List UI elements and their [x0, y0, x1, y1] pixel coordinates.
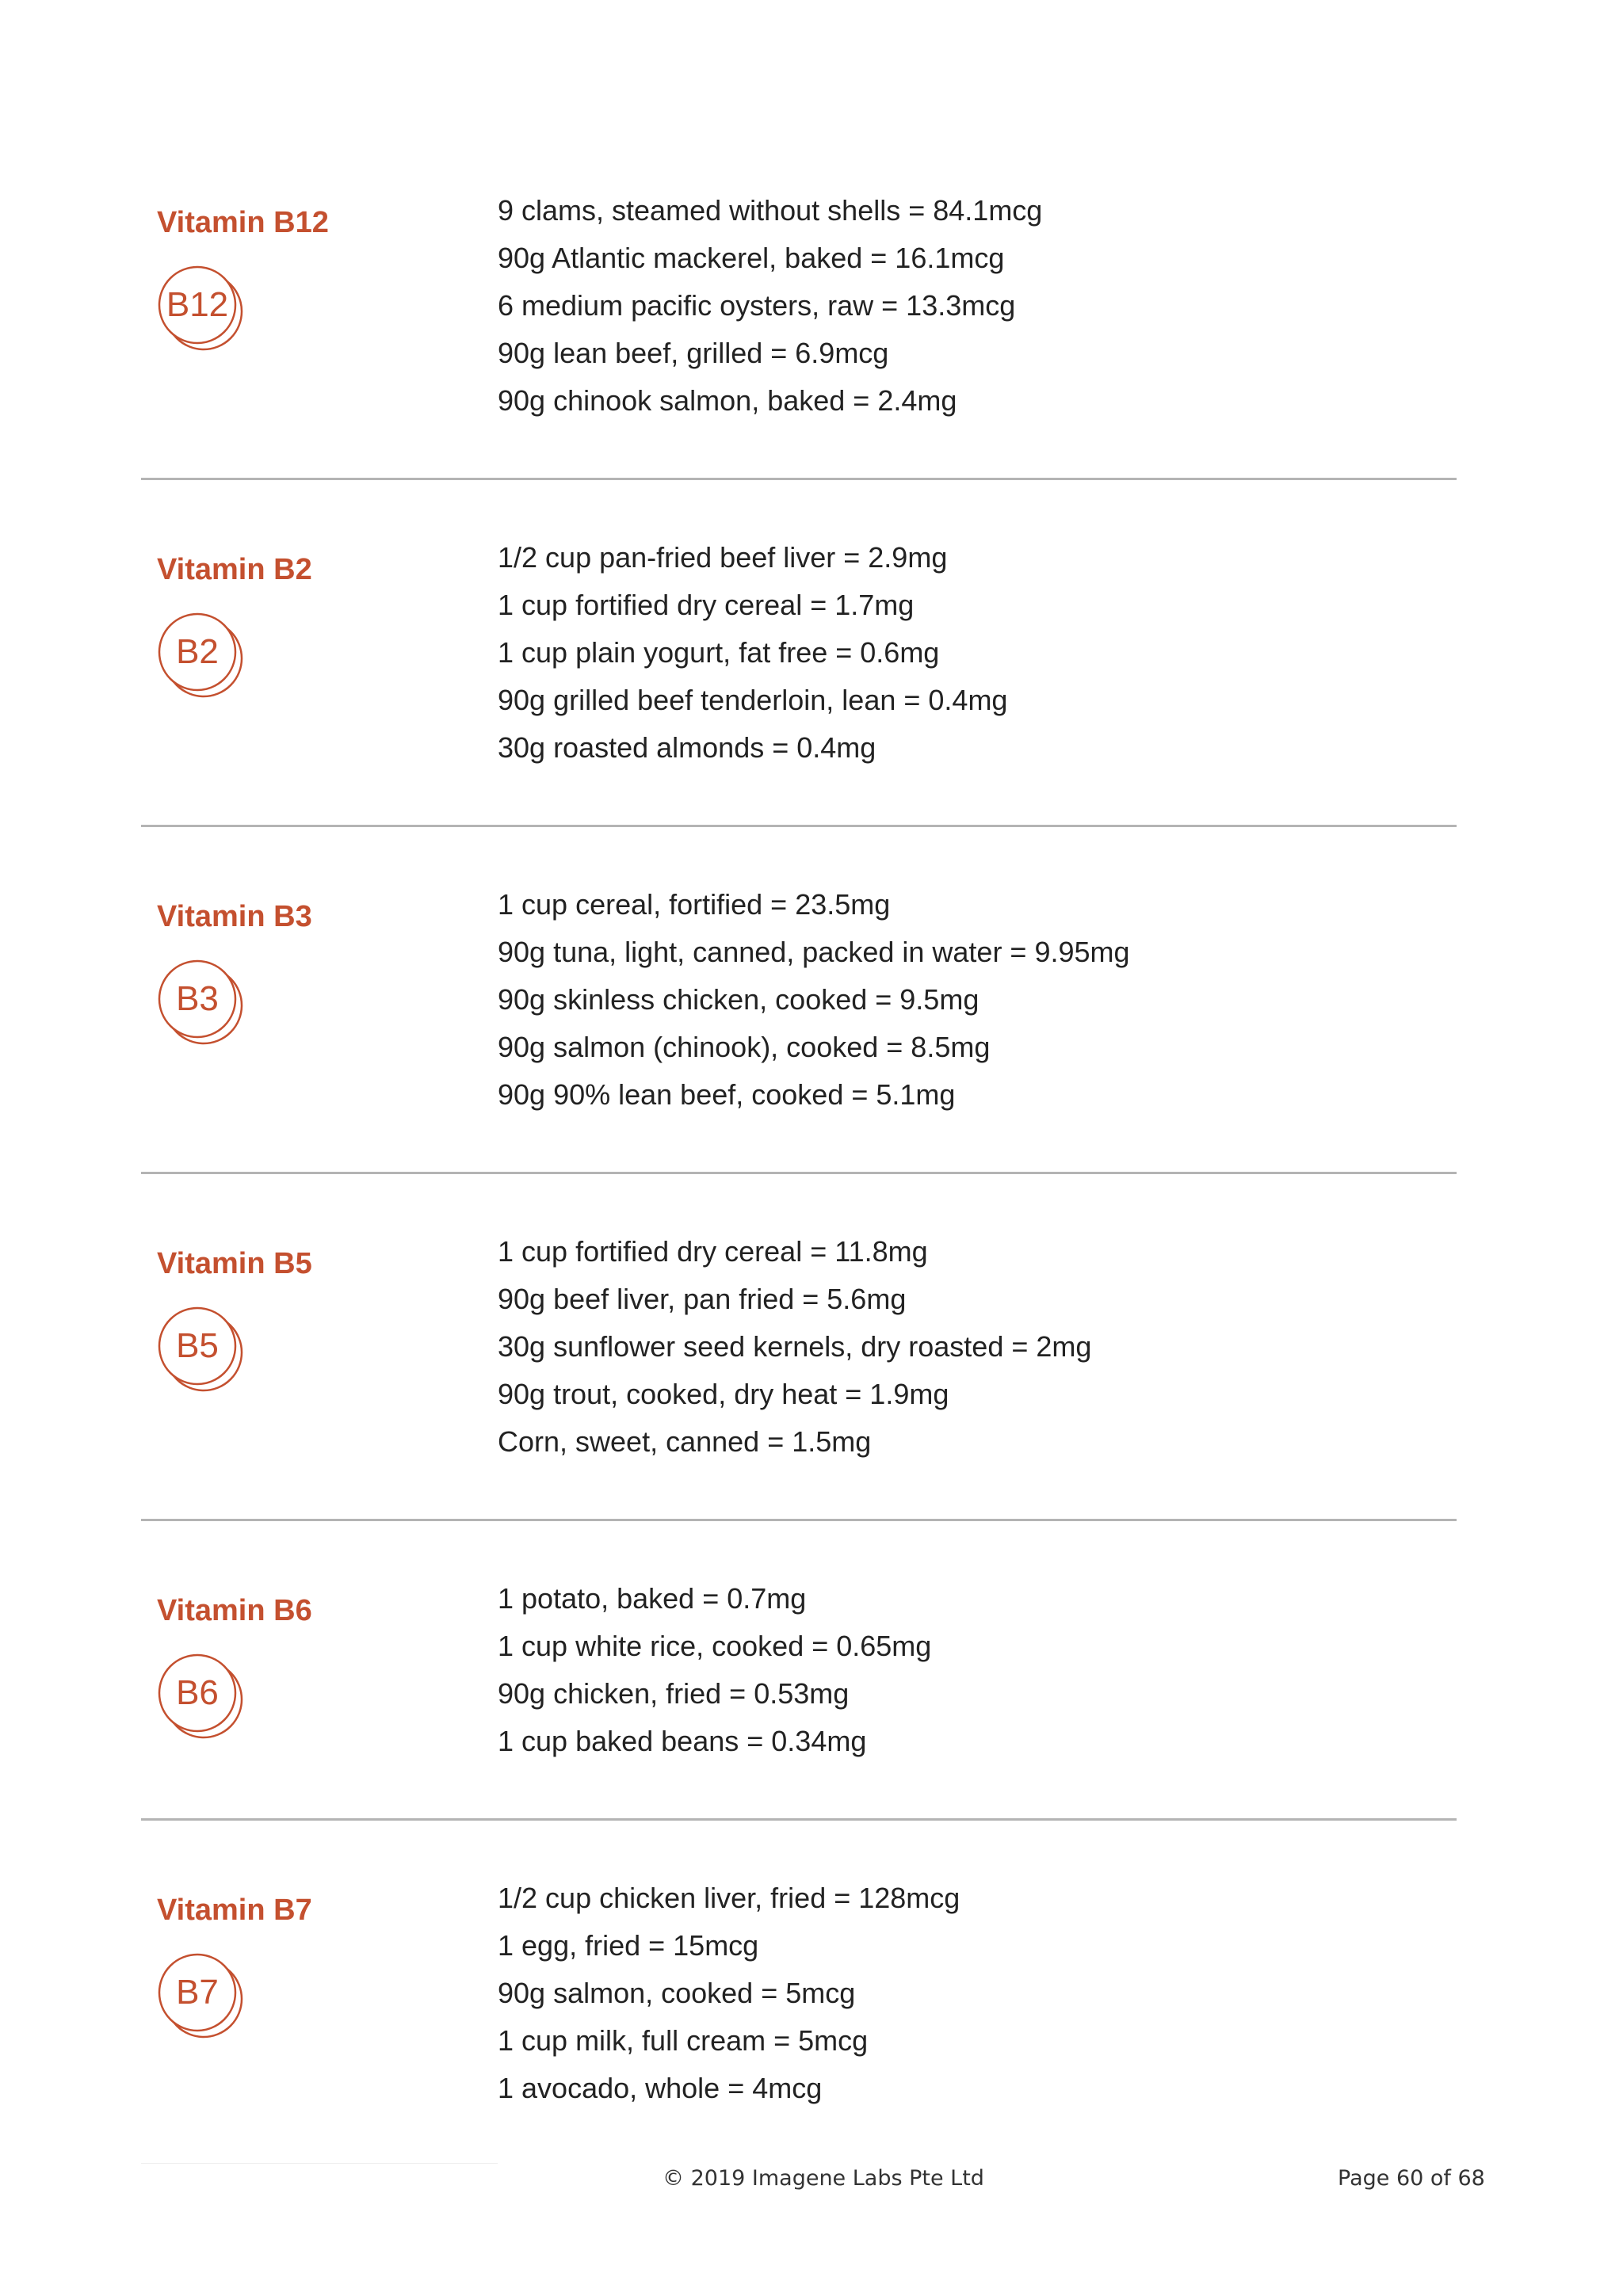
- vitamin-circle-icon: [157, 265, 244, 352]
- list-item: 90g beef liver, pan fried = 5.6mg: [498, 1283, 907, 1315]
- badge-label: B2: [176, 632, 219, 671]
- section-divider: [141, 1519, 1457, 1521]
- food-list: [498, 534, 1007, 772]
- list-item: 9 clams, steamed without shells = 84.1mcg: [498, 194, 1043, 227]
- list-item: Corn, sweet, canned = 1.5mg: [498, 1425, 872, 1458]
- section-title: Vitamin B2: [157, 553, 312, 586]
- food-list: [498, 1228, 1091, 1466]
- list-item: 90g lean beef, grilled = 6.9mcg: [498, 337, 889, 369]
- list-item: 90g 90% lean beef, cooked = 5.1mg: [498, 1078, 956, 1111]
- footer-rule: [141, 2163, 498, 2164]
- food-list: [498, 881, 1130, 1119]
- vitamin-circle-icon: [157, 959, 244, 1046]
- food-list: [498, 1575, 931, 1765]
- list-item: 1/2 cup pan-fried beef liver = 2.9mg: [498, 541, 948, 574]
- section-title: Vitamin B3: [157, 900, 312, 933]
- food-list: [498, 187, 1042, 425]
- section-divider: [141, 1818, 1457, 1821]
- section-divider: [141, 1172, 1457, 1174]
- list-item: 30g sunflower seed kernels, dry roasted = 2mg: [498, 1330, 1092, 1363]
- list-item: 90g chicken, fried = 0.53mg: [498, 1677, 850, 1710]
- list-item: 1 egg, fried = 15mcg: [498, 1929, 759, 1962]
- list-item: 1 cup milk, full cream = 5mcg: [498, 2024, 869, 2057]
- list-item: 1 cup white rice, cooked = 0.65mg: [498, 1630, 932, 1662]
- list-item: 30g roasted almonds = 0.4mg: [498, 731, 876, 764]
- section-divider: [141, 478, 1457, 480]
- list-item: 1 cup fortified dry cereal = 1.7mg: [498, 589, 915, 621]
- list-item: 90g trout, cooked, dry heat = 1.9mg: [498, 1378, 949, 1410]
- list-item: 90g grilled beef tenderloin, lean = 0.4mg: [498, 684, 1008, 716]
- vitamin-circle-icon: [157, 1306, 244, 1393]
- list-item: 90g salmon (chinook), cooked = 8.5mg: [498, 1031, 991, 1063]
- badge-label: B12: [166, 285, 229, 324]
- badge-label: B7: [176, 1973, 219, 2012]
- vitamin-circle-icon: [157, 612, 244, 699]
- section-title: Vitamin B7: [157, 1894, 312, 1927]
- section-divider: [141, 825, 1457, 827]
- section-title: Vitamin B6: [157, 1594, 312, 1627]
- list-item: 1 potato, baked = 0.7mg: [498, 1582, 807, 1615]
- badge-label: B3: [176, 979, 219, 1018]
- food-list: [498, 1875, 960, 2112]
- list-item: 1/2 cup chicken liver, fried = 128mcg: [498, 1882, 960, 1914]
- list-item: 1 cup plain yogurt, fat free = 0.6mg: [498, 636, 940, 669]
- list-item: 90g salmon, cooked = 5mcg: [498, 1977, 856, 2009]
- vitamin-circle-icon: [157, 1653, 244, 1740]
- list-item: 1 avocado, whole = 4mcg: [498, 2072, 823, 2104]
- list-item: 1 cup baked beans = 0.34mg: [498, 1725, 867, 1757]
- footer-copyright: © 2019 Imagene Labs Pte Ltd: [663, 2166, 984, 2191]
- list-item: 1 cup cereal, fortified = 23.5mg: [498, 888, 891, 921]
- list-item: 90g Atlantic mackerel, baked = 16.1mcg: [498, 242, 1005, 274]
- list-item: 1 cup fortified dry cereal = 11.8mg: [498, 1235, 928, 1268]
- page-number: Page 60 of 68: [1338, 2166, 1485, 2191]
- list-item: 6 medium pacific oysters, raw = 13.3mcg: [498, 289, 1016, 322]
- badge-label: B6: [176, 1673, 219, 1712]
- list-item: 90g tuna, light, canned, packed in water = 9.95mg: [498, 936, 1130, 968]
- list-item: 90g skinless chicken, cooked = 9.5mg: [498, 983, 980, 1016]
- section-title: Vitamin B5: [157, 1247, 312, 1280]
- list-item: 90g chinook salmon, baked = 2.4mg: [498, 384, 957, 417]
- badge-label: B5: [176, 1326, 219, 1365]
- section-title: Vitamin B12: [157, 206, 329, 239]
- vitamin-circle-icon: [157, 1952, 244, 2039]
